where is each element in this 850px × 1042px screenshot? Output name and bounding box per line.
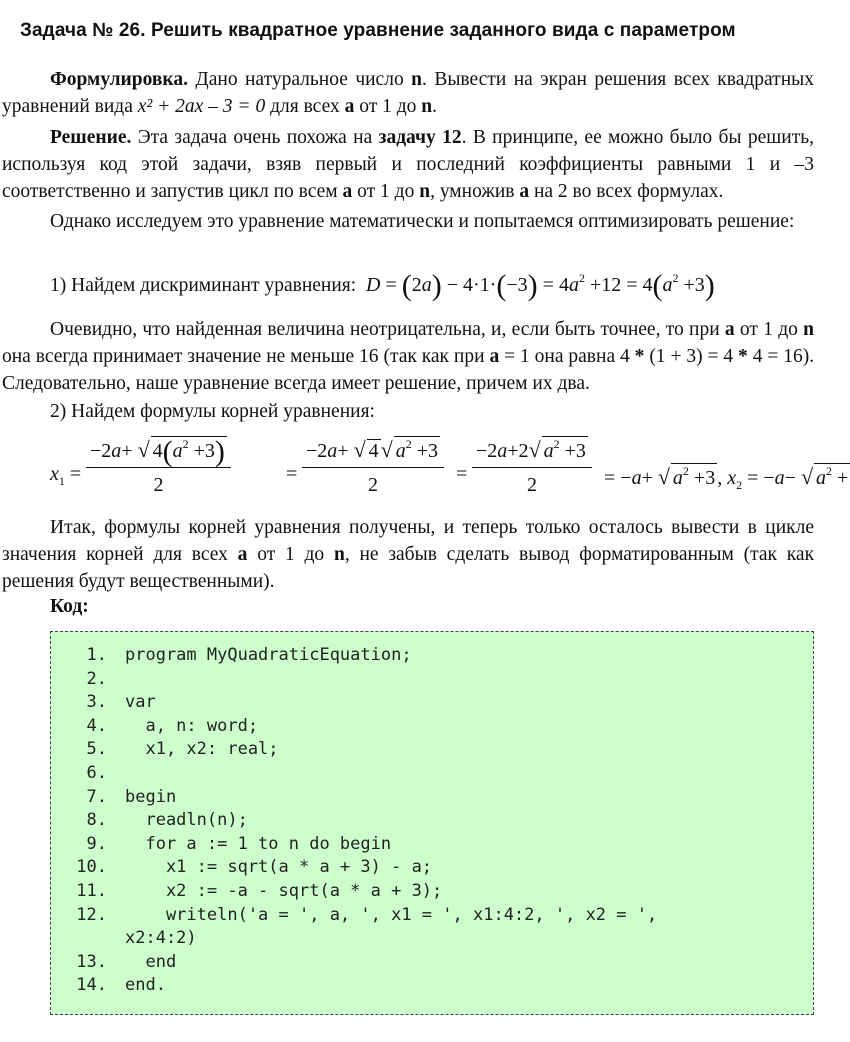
line-number: 12. (76, 904, 107, 925)
line-number: 2. (86, 668, 107, 689)
code-line (69, 691, 657, 715)
line-number: 1. (86, 645, 107, 665)
code-line (69, 927, 657, 951)
line-number: 4. (86, 715, 107, 736)
code-text: x1 := sqrt(a * a + 3) - a; (125, 857, 433, 878)
fraction-1-denominator: 2 (153, 474, 164, 496)
code-label: Код: (50, 596, 89, 617)
code-text: end. (125, 975, 166, 996)
code-line (69, 809, 657, 833)
explore-paragraph: Однако исследуем это уравнение математически и попытаемся оптимизировать решение: (50, 211, 795, 232)
code-text: a, n: word; (125, 715, 259, 736)
solution-text-4: , умножив (430, 181, 515, 202)
line-number: 9. (86, 833, 107, 854)
final-paragraph (2, 514, 814, 595)
code-line (69, 904, 657, 928)
statement-equation: x² + 2ax – 3 = 0 (137, 96, 266, 117)
solution-text-1: Эта задача очень похожа на (137, 127, 373, 148)
statement-text-5: . (432, 96, 438, 117)
line-number: 11. (76, 880, 107, 901)
problem-statement (2, 66, 814, 120)
solution-link[interactable]: задачу 12 (378, 127, 462, 148)
line-number: 10. (76, 857, 107, 878)
code-text: program MyQuadraticEquation; (125, 645, 412, 665)
code-line (69, 833, 657, 857)
fraction-2-denominator: 2 (368, 474, 378, 496)
fraction-3-denominator: 2 (526, 474, 537, 496)
page-title: Задача № 26. Решить квадратное уравнение заданного вида с параметром (20, 20, 736, 41)
code-text: x2:4:2) (125, 928, 197, 949)
statement-n: n (411, 69, 422, 90)
code-text: var (125, 692, 156, 713)
statement-n2: n (421, 96, 433, 117)
code-text: x1, x2: real; (125, 739, 279, 760)
obvious-star-1: * (634, 346, 645, 367)
solution-paragraph (2, 124, 814, 205)
step2-label: 2) Найдем формулы корней уравнения: (50, 401, 375, 422)
code-line (69, 951, 657, 975)
code-lines (69, 644, 657, 998)
line-number: 7. (86, 786, 107, 807)
fraction-1-numerator: −2a+ √ $4(a^2 +3)$ (86, 436, 231, 468)
roots-formula: $x_1$ = $\frac{-2a+ √ 4(a^2 +3)}{2}$ = $\frac{-2a+ √ 4√ a^2 +3}{2}$ = $\frac{-2a+2√ a^2 +3}{2}$ = −a+ √ $a^2 +3$ , $x_2 = -a-$ √ $a^2$ + (50, 435, 849, 496)
code-line (69, 880, 657, 904)
code-text: begin (125, 786, 177, 807)
discriminant-formula: $D = (2a) - 4\cdot 1\cdot(-3) = 4a^2 +12 = 4(a^2 +3)$ (366, 269, 715, 302)
fraction-3-numerator: −2a+2√ $a^2 +3$ (472, 436, 592, 468)
statement-label: Формулировка. (50, 69, 188, 90)
final-n: n (333, 544, 345, 565)
statement-text-3: для всех (270, 96, 340, 117)
statement-a: а (344, 96, 355, 117)
fraction-3 (472, 436, 592, 497)
obvious-text-1: Очевидно, что найденная величина неотрицательна, и, если быть точнее, то при (50, 319, 720, 340)
obvious-paragraph (2, 316, 814, 397)
obvious-text-2: от 1 до (739, 319, 798, 340)
solution-a: а (342, 181, 353, 202)
code-line (69, 786, 657, 810)
obvious-text-3: она всегда принимает значение не меньше 16 (так как при (2, 346, 485, 367)
fraction-2-numerator: −2a+ √ 4√ $a^2 +3$ (302, 436, 444, 468)
line-number: 5. (86, 739, 107, 760)
code-line (69, 856, 657, 880)
code-text: readln(n); (125, 810, 248, 831)
line-number: 14. (76, 975, 107, 996)
obvious-star-2: * (738, 346, 748, 367)
statement-text-2: . Вывести на экран решения всех квадратных уравнений вида (2, 69, 814, 117)
obvious-a: а (724, 319, 735, 340)
obvious-text-5: (1 + 3) = 4 (649, 346, 734, 367)
obvious-text-6: 4 = 16). Следовательно, наше уравнение всегда имеет решение, причем их два. (2, 346, 815, 394)
statement-text-4: от 1 до (359, 96, 417, 117)
final-a: а (237, 544, 248, 565)
solution-label: Решение. (50, 127, 132, 148)
code-line (69, 715, 657, 739)
solution-text-3: от 1 до (357, 181, 415, 202)
x1-symbol: $x_1$ = (50, 463, 82, 488)
solution-text-5: на 2 во всех формулах. (533, 181, 724, 202)
fraction-2 (302, 436, 444, 497)
solution-text-2: . В принципе, ее можно было бы решить, используя код этой задачи, взяв первый и последний коэффициенты равными 1 и –3 соответственно и запустив цикл по всем (2, 127, 815, 202)
solution-n: n (419, 181, 431, 202)
line-number: 8. (86, 810, 107, 831)
root-results: = −a+ √ $a^2 +3$ , $x_2 = -a-$ √ $a^2$ + (604, 464, 849, 492)
obvious-text-4: = 1 она равна 4 (504, 346, 630, 367)
final-text-1: Итак, формулы корней уравнения получены, и теперь только осталось вывести в цикле значения корней для всех (2, 517, 814, 565)
code-text: x2 := -a - sqrt(a * a + 3); (125, 880, 443, 901)
line-number: 3. (86, 692, 107, 713)
code-line (69, 762, 657, 786)
obvious-a2: а (489, 346, 500, 367)
solution-a2: а (519, 181, 530, 202)
obvious-n: n (803, 319, 815, 340)
fraction-1 (86, 436, 231, 497)
code-text: writeln('a = ', a, ', x1 = ', x1:4:2, ', x2 = ', (125, 904, 658, 925)
final-text-2: от 1 до (257, 544, 325, 565)
code-line (69, 668, 657, 692)
statement-text-1: Дано натуральное число (195, 69, 404, 90)
line-number: 13. (76, 951, 107, 972)
code-text: end (125, 951, 177, 972)
discriminant-line (50, 269, 810, 302)
line-number: 6. (86, 762, 107, 783)
code-line (69, 644, 657, 668)
step1-label: 1) Найдем дискриминант уравнения: (50, 275, 357, 296)
code-line (69, 974, 657, 998)
code-block (50, 631, 814, 1015)
final-text-3: , не забыв сделать вывод форматированным (так как решения будут вещественными). (2, 544, 815, 592)
code-line (69, 738, 657, 762)
code-text: for a := 1 to n do begin (125, 833, 392, 854)
